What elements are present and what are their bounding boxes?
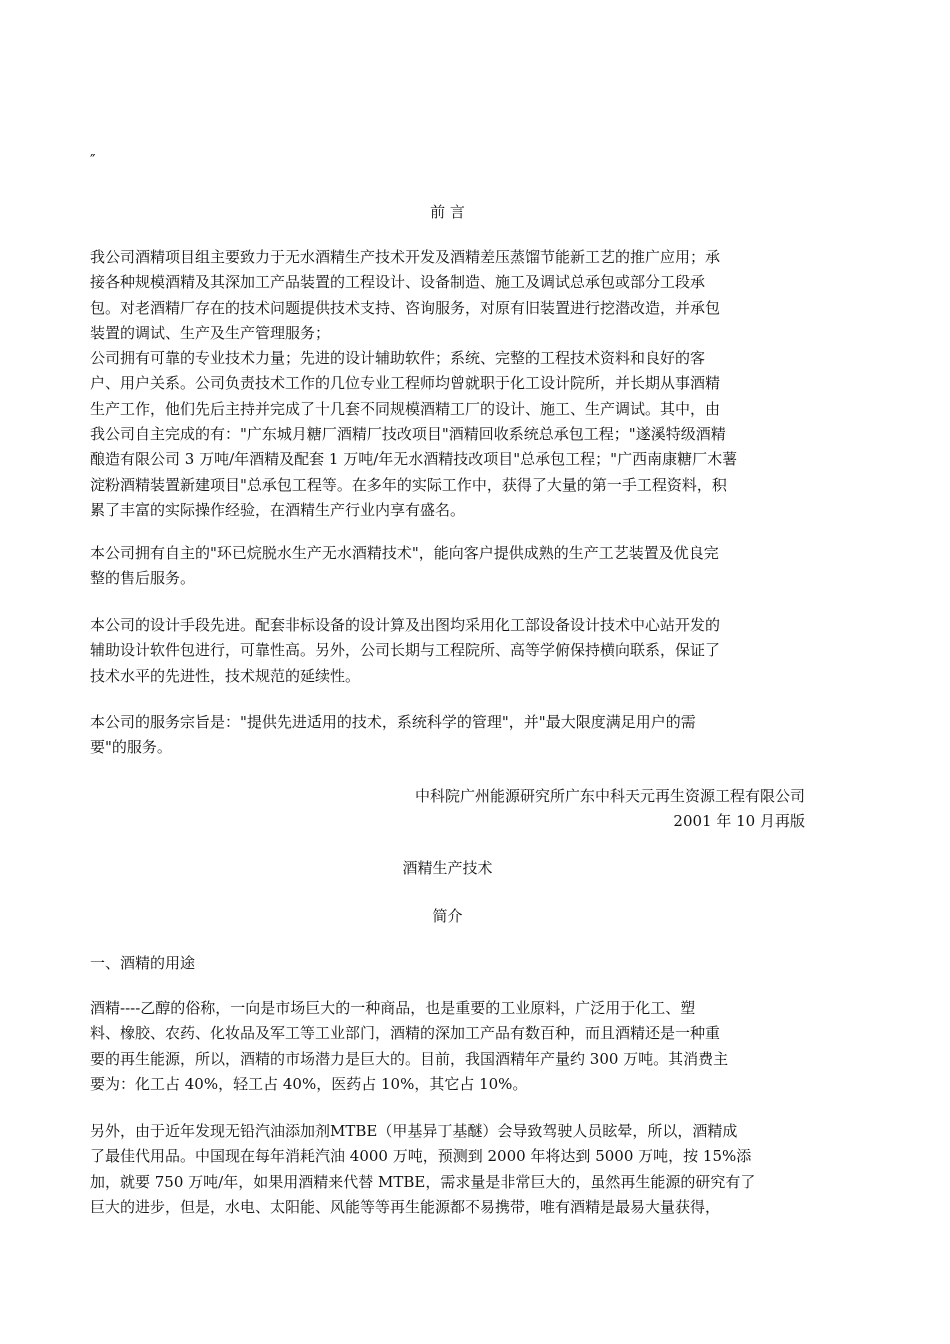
signature-date: 2001 年 10 月再版 bbox=[673, 812, 805, 830]
paragraph-technology: 本公司拥有自主的"环已烷脱水生产无水酒精技术"，能向客户提供成熟的生产工艺装置及优良完 整的售后服务。 bbox=[90, 544, 719, 588]
paragraph-service: 本公司的服务宗旨是："提供先进适用的技术，系统科学的管理"，并"最大限度满足用户的需 要"的服务。 bbox=[90, 713, 696, 757]
paragraph-design: 本公司的设计手段先进。配套非标设备的设计算及出图均采用化工部设备设计技术中心站开发的 辅助设计软件包进行，可靠性高。另外，公司长期与工程院所、高等学俯保持横向联系，保证了 技术水平的先进性，技术规范的延续性。 bbox=[90, 616, 721, 685]
subsection-title: 简介 bbox=[432, 907, 463, 925]
paragraph-mtbe: 另外，由于近年发现无铅汽油添加剂MTBE（甲基异丁基醚）会导致驾驶人员眩晕，所以，酒精成 了最佳代用品。中国现在每年消耗汽油 4000 万吨，预测到 2000 年将达到 5000 万吨，按 15%添 加，就要 750 万吨/年，如果用酒精来代替 MTBE，需求量是非常巨大的，虽然再生能源的研究有了 巨大的进步，但是，水电、太阳能、风能等等再生能源都不易携带，唯有酒精是最易大量获得， bbox=[90, 1122, 756, 1216]
top-mark: ″ bbox=[90, 151, 96, 169]
heading-alcohol-uses: 一、酒精的用途 bbox=[90, 954, 196, 972]
preface-title: 前 言 bbox=[430, 203, 465, 221]
signature-org: 中科院广州能源研究所广东中科天元再生资源工程有限公司 bbox=[414, 787, 805, 805]
paragraph-alcohol-market: 酒精----乙醇的俗称，一向是市场巨大的一种商品，也是重要的工业原料，广泛用于化工、塑 料、橡胶、农药、化妆品及军工等工业部门，酒精的深加工产品有数百种，而且酒精还是一种重 要的再生能源，所以，酒精的市场潜力是巨大的。目前，我国酒精年产量约 300 万吨。其消费主 要为：化工占 40%，轻工占 40%，医药占 10%，其它占 10%。 bbox=[90, 999, 729, 1093]
section-title: 酒精生产技术 bbox=[402, 859, 493, 877]
paragraph-company-intro: 我公司酒精项目组主要致力于无水酒精生产技术开发及酒精差压蒸馏节能新工艺的推广应用；承 接各种规模酒精及其深加工产品装置的工程设计、设备制造、施工及调试总承包或部分工段承 包。对老酒精厂存在的技术问题提供技术支持、咨询服务，对原有旧装置进行挖潜改造，并承包 装置的调试、生产及生产管理服务； 公司拥有可靠的专业技术力量；先进的设计辅助软件；系统、完整的工程技术资料和良好的客 户、用户关系。公司负责技术工作的几位专业工程师均曾就职于化工设计院所，并长期从事酒精 生产工作，他们先后主持并完成了十几套不同规模酒精工厂的设计、施工、生产调试。其中，由 我公司自主完成的有："广东城月糖厂酒精厂技改项目"酒精回收系统总承包工程；"遂溪特级酒精 酿造有限公司 3 万吨/年酒精及配套 1 万吨/年无水酒精技改项目"总承包工程；"广西南康糖厂木薯 淀粉酒精装置新建项目"总承包工程等。在多年的实际工作中，获得了大量的第一手工程资料，积 累了丰富的实际操作经验，在酒精生产行业内享有盛名。 bbox=[90, 248, 738, 519]
